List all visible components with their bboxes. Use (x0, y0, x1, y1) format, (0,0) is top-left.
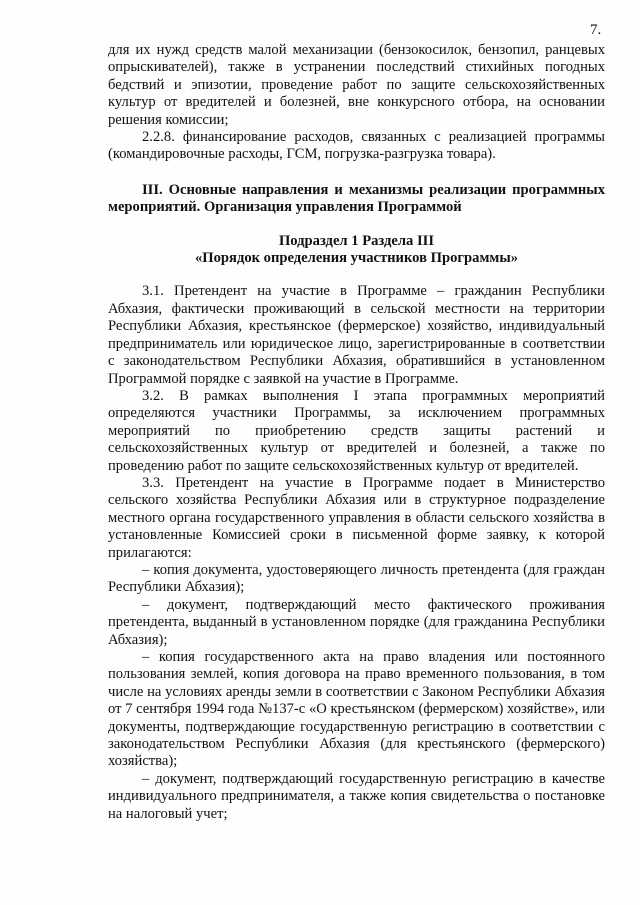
subsection-heading (108, 233, 605, 268)
page-content (108, 42, 605, 823)
paragraph-continuation: для их нужд средств малой механизации (бензокосилок, бензопил, ранцевых опрыскивателей), также в устранении последствий стихийных погодных бедствий и эпизотии, проведение работ по защите сельскохозяйственных культур от вредителей и болезней, вне конкурсного отбора, на основании решения комиссии; (108, 42, 605, 128)
page-number: 7. (590, 22, 602, 38)
list-item-identity-document: – копия документа, удостоверяющего личность претендента (для граждан Республики Абхазия); (108, 561, 605, 596)
paragraph-2-2-8: 2.2.8. финансирование расходов, связанных с реализацией программы (командировочные расходы, ГСМ, погрузка-разгрузка товара). (108, 129, 605, 163)
list-item-land-act: – копия государственного акта на право владения или постоянного пользования землей, копия договора на право временного пользования, в том числе на условиях аренды земли в соответствии с Законом Республики Абхазия от 7 сентября 1994 года №137-с «О крестьянском (фермерском) хозяйстве», или документы, подтверждающие государственную регистрацию в соответствии с законодательством Республики Абхазия (для крестьянского (фермерского) хозяйства); (108, 649, 605, 770)
list-item-registration-document: – документ, подтверждающий государственную регистрацию в качестве индивидуального предпринимателя, а также копия свидетельства о постановке на налоговый учет; (108, 770, 605, 822)
paragraph-3-3: 3.3. Претендент на участие в Программе подает в Министерство сельского хозяйства Республики Абхазия или в структурное подразделение местного органа государственного управления в области сельского хозяйства в установленные Комиссией сроки в письменной форме заявку, к которой прилагаются: (108, 474, 605, 561)
subsection-title-line-2: «Порядок определения участников Программы» (194, 250, 519, 267)
section-heading: III. Основные направления и механизмы реализации программных мероприятий. Организация управления Программой (108, 181, 605, 216)
paragraph-3-1: 3.1. Претендент на участие в Программе – гражданин Республики Абхазия, фактически проживающий в сельской местности на территории Республики Абхазия, крестьянское (фермерское) хозяйство, индивидуальный предприниматель или юридическое лицо, зарегистрированные в соответствии с законодательством Республики Абхазия, обратившийся в установленном Программой порядке с заявкой на участие в Программе. (108, 283, 605, 387)
list-item-residence-document: – документ, подтверждающий место фактического проживания претендента, выданный в установленном порядке (для гражданина Республики Абхазия); (108, 596, 605, 648)
subsection-title-line-1: Подраздел 1 Раздела III (278, 232, 435, 249)
paragraph-3-2: 3.2. В рамках выполнения I этапа программных мероприятий определяются участники Программы, за исключением программных мероприятий по приобретению средств защиты растений и сельскохозяйственных культур от вредителей и болезней, а также по проведению работ по защите сельскохозяйственных культур от вредителей. (108, 387, 605, 474)
